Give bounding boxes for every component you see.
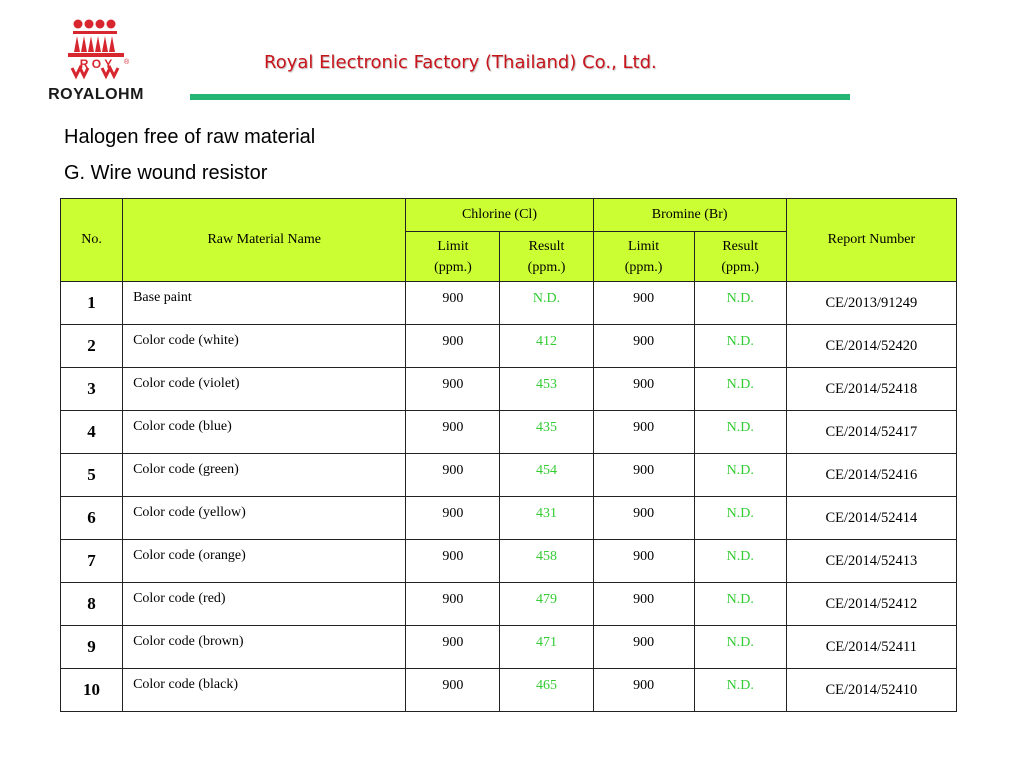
page-title: Halogen free of raw material bbox=[64, 126, 316, 148]
table-row bbox=[61, 583, 957, 626]
row-material-name: Color code (white) bbox=[123, 325, 406, 368]
row-material-name: Color code (blue) bbox=[123, 411, 406, 454]
row-report-number: CE/2014/52417 bbox=[786, 411, 956, 454]
row-br-limit: 900 bbox=[593, 368, 694, 411]
svg-text:R O Y: R O Y bbox=[79, 57, 113, 71]
row-br-limit: 900 bbox=[593, 325, 694, 368]
row-br-limit: 900 bbox=[593, 540, 694, 583]
logo-text: ROYALOHM bbox=[48, 86, 144, 103]
row-report-number: CE/2014/52413 bbox=[786, 540, 956, 583]
row-report-number: CE/2013/91249 bbox=[786, 282, 956, 325]
row-cl-limit: 900 bbox=[406, 282, 500, 325]
svg-text:®: ® bbox=[124, 59, 130, 66]
row-report-number: CE/2014/52420 bbox=[786, 325, 956, 368]
row-br-result: N.D. bbox=[694, 669, 786, 712]
row-br-limit: 900 bbox=[593, 669, 694, 712]
row-cl-result: 454 bbox=[500, 454, 593, 497]
row-material-name: Color code (brown) bbox=[123, 626, 406, 669]
header-cl-result-unit: (ppm.) bbox=[527, 259, 566, 275]
row-material-name: Color code (yellow) bbox=[123, 497, 406, 540]
row-no: 7 bbox=[61, 540, 123, 583]
row-material-name: Color code (red) bbox=[123, 583, 406, 626]
row-br-limit: 900 bbox=[593, 282, 694, 325]
table-row bbox=[61, 454, 957, 497]
header-cl-limit-unit: (ppm.) bbox=[434, 259, 472, 275]
row-cl-limit: 900 bbox=[406, 669, 500, 712]
row-cl-limit: 900 bbox=[406, 583, 500, 626]
row-no: 10 bbox=[61, 669, 123, 712]
row-br-limit: 900 bbox=[593, 497, 694, 540]
row-cl-result: 435 bbox=[500, 411, 593, 454]
header-cl-limit-label: Limit bbox=[437, 238, 469, 254]
row-report-number: CE/2014/52410 bbox=[786, 669, 956, 712]
row-cl-result: 412 bbox=[500, 325, 593, 368]
row-br-result: N.D. bbox=[694, 540, 786, 583]
row-br-result: N.D. bbox=[694, 325, 786, 368]
row-br-result: N.D. bbox=[694, 282, 786, 325]
row-cl-limit: 900 bbox=[406, 497, 500, 540]
row-br-result: N.D. bbox=[694, 497, 786, 540]
royalohm-logo bbox=[44, 18, 148, 108]
row-no: 3 bbox=[61, 368, 123, 411]
row-cl-limit: 900 bbox=[406, 626, 500, 669]
header-br-limit bbox=[593, 232, 694, 282]
row-cl-limit: 900 bbox=[406, 325, 500, 368]
row-no: 1 bbox=[61, 282, 123, 325]
halogen-table bbox=[60, 198, 957, 712]
section-title: G. Wire wound resistor bbox=[64, 162, 268, 184]
header-no: No. bbox=[61, 199, 123, 282]
table-row bbox=[61, 497, 957, 540]
row-cl-result: N.D. bbox=[500, 282, 593, 325]
header-br-result bbox=[694, 232, 786, 282]
header-br-limit-label: Limit bbox=[628, 238, 660, 254]
row-br-result: N.D. bbox=[694, 454, 786, 497]
row-cl-result: 471 bbox=[500, 626, 593, 669]
row-cl-limit: 900 bbox=[406, 411, 500, 454]
row-br-limit: 900 bbox=[593, 583, 694, 626]
table-row bbox=[61, 282, 957, 325]
table-row bbox=[61, 411, 957, 454]
row-br-limit: 900 bbox=[593, 454, 694, 497]
row-cl-result: 465 bbox=[500, 669, 593, 712]
row-material-name: Color code (orange) bbox=[123, 540, 406, 583]
row-material-name: Color code (green) bbox=[123, 454, 406, 497]
row-report-number: CE/2014/52414 bbox=[786, 497, 956, 540]
row-br-result: N.D. bbox=[694, 583, 786, 626]
row-report-number: CE/2014/52411 bbox=[786, 626, 956, 669]
row-no: 2 bbox=[61, 325, 123, 368]
row-no: 5 bbox=[61, 454, 123, 497]
roy-emblem-icon bbox=[44, 18, 148, 86]
row-cl-limit: 900 bbox=[406, 540, 500, 583]
row-cl-limit: 900 bbox=[406, 454, 500, 497]
row-cl-result: 453 bbox=[500, 368, 593, 411]
table-row bbox=[61, 626, 957, 669]
row-material-name: Color code (black) bbox=[123, 669, 406, 712]
header-bromine: Bromine (Br) bbox=[593, 199, 786, 232]
row-cl-result: 431 bbox=[500, 497, 593, 540]
row-br-limit: 900 bbox=[593, 626, 694, 669]
header-report-number: Report Number bbox=[786, 199, 956, 282]
row-material-name: Color code (violet) bbox=[123, 368, 406, 411]
table-row bbox=[61, 325, 957, 368]
row-report-number: CE/2014/52416 bbox=[786, 454, 956, 497]
row-no: 9 bbox=[61, 626, 123, 669]
row-no: 4 bbox=[61, 411, 123, 454]
row-cl-limit: 900 bbox=[406, 368, 500, 411]
row-br-result: N.D. bbox=[694, 411, 786, 454]
header-cl-result bbox=[500, 232, 593, 282]
row-br-result: N.D. bbox=[694, 626, 786, 669]
row-cl-result: 479 bbox=[500, 583, 593, 626]
header-br-result-unit: (ppm.) bbox=[721, 259, 760, 275]
row-no: 8 bbox=[61, 583, 123, 626]
row-br-limit: 900 bbox=[593, 411, 694, 454]
table-row bbox=[61, 368, 957, 411]
row-report-number: CE/2014/52418 bbox=[786, 368, 956, 411]
company-name: Royal Electronic Factory (Thailand) Co., Ltd. bbox=[264, 52, 657, 73]
header-chlorine: Chlorine (Cl) bbox=[406, 199, 593, 232]
header-divider bbox=[190, 94, 850, 100]
header-cl-result-label: Result bbox=[528, 238, 565, 254]
header-raw-material-name: Raw Material Name bbox=[123, 199, 406, 282]
table-row bbox=[61, 540, 957, 583]
row-cl-result: 458 bbox=[500, 540, 593, 583]
table-row bbox=[61, 669, 957, 712]
header-br-result-label: Result bbox=[722, 238, 759, 254]
header-cl-limit bbox=[406, 232, 500, 282]
header-br-limit-unit: (ppm.) bbox=[624, 259, 663, 275]
row-br-result: N.D. bbox=[694, 368, 786, 411]
row-material-name: Base paint bbox=[123, 282, 406, 325]
row-report-number: CE/2014/52412 bbox=[786, 583, 956, 626]
row-no: 6 bbox=[61, 497, 123, 540]
